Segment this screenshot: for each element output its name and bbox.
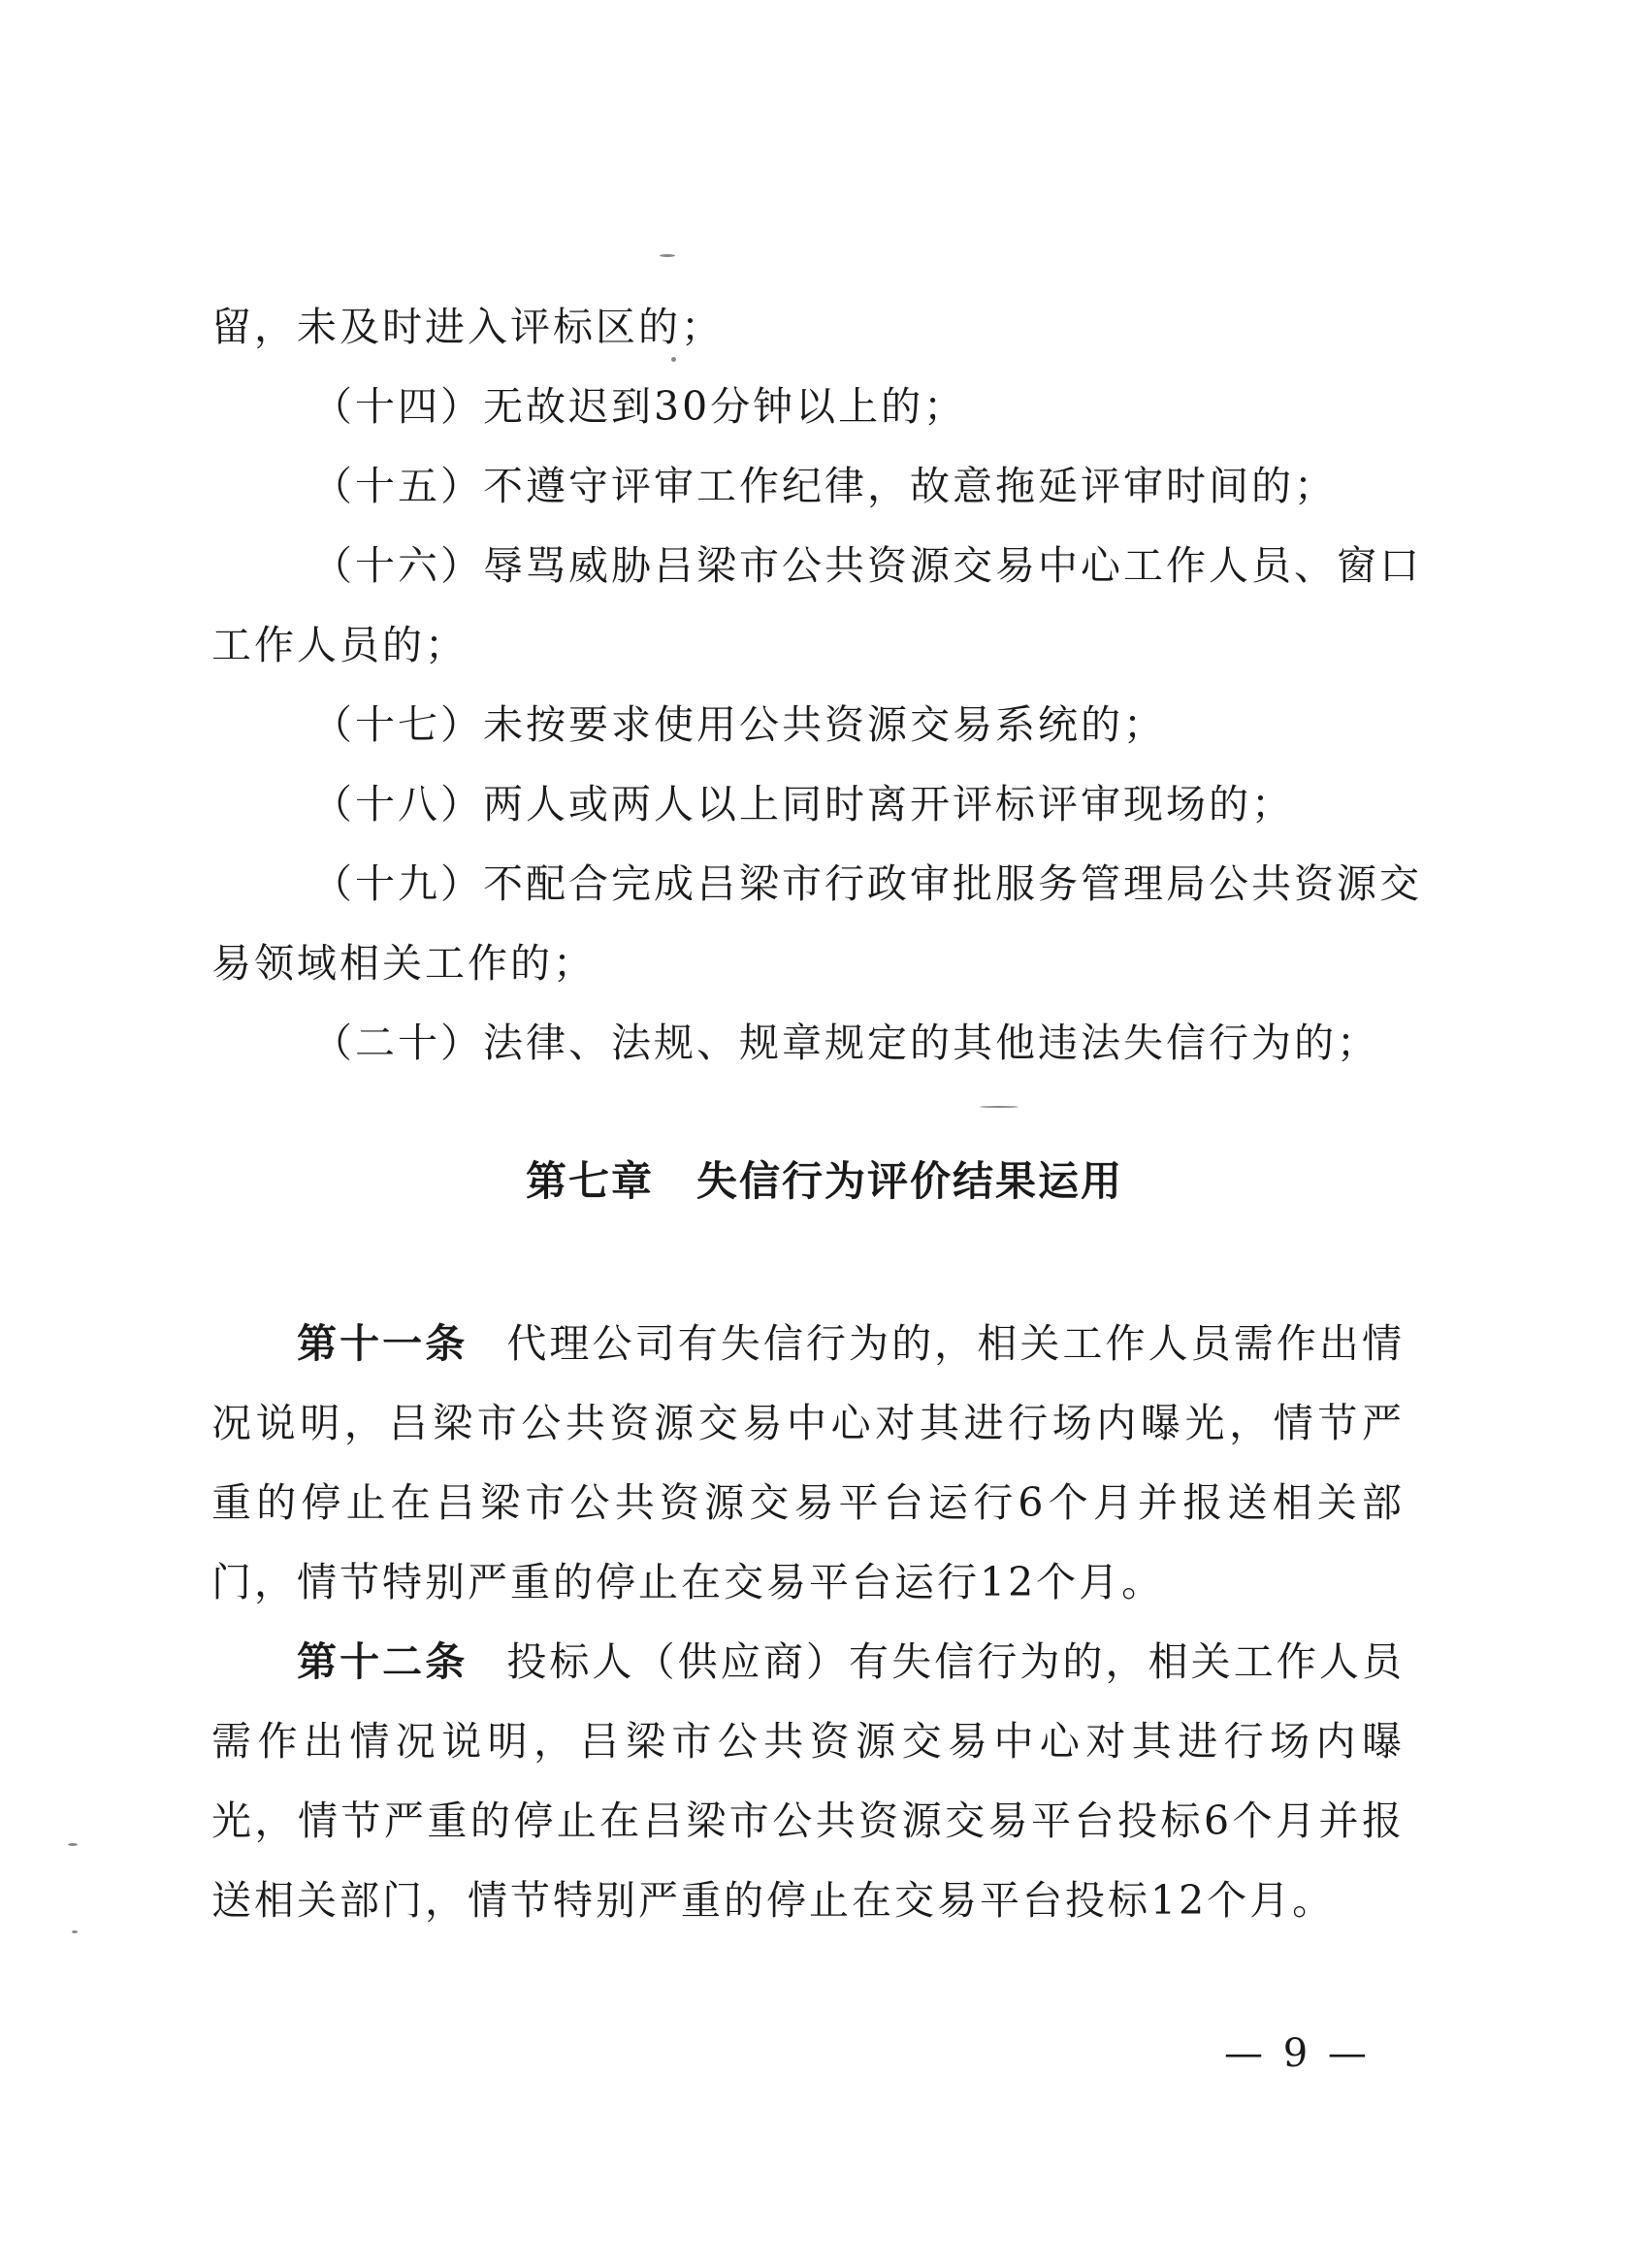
article-11 (211, 1304, 1405, 1622)
list-item-20: （二十）法律、法规、规章规定的其他违法失信行为的； (312, 1020, 1379, 1066)
list-item-15: （十五）不遵守评审工作纪律，故意拖延评审时间的； (312, 463, 1337, 509)
chapter-title: 失信行为评价结果运用 (696, 1157, 1124, 1205)
scan-speck (72, 1930, 78, 1933)
list-item-18: （十八）两人或两人以上同时离开评标评审现场的； (312, 781, 1294, 827)
chapter-heading (0, 1152, 1649, 1211)
page-number: — 9 — (1224, 2031, 1371, 2076)
list-item-19: （十九）不配合完成吕梁市行政审批服务管理局公共资源交 (312, 860, 1422, 907)
article-11-label: 第十一条 (297, 1320, 469, 1367)
scan-speck (660, 254, 675, 257)
list-item-16: （十六）辱骂威胁吕梁市公共资源交易中心工作人员、窗口 (312, 542, 1422, 589)
text-line-continuation: 留，未及时进入评标区的； (211, 304, 724, 350)
list-item-19-continuation: 易领域相关工作的； (211, 940, 596, 987)
article-12-text: 投标人（供应商）有失信行为的，相关工作人员需作出情况说明，吕梁市公共资源交易中心对其进行场内曝光，情节严重的停止在吕梁市公共资源交易平台投标6个月并报送相关部门，情节特别严重的停止在交易平台投标12个月。 (211, 1638, 1406, 1924)
chapter-number: 第七章 (525, 1157, 654, 1205)
article-11-text: 代理公司有失信行为的，相关工作人员需作出情况说明，吕梁市公共资源交易中心对其进行场内曝光，情节严重的停止在吕梁市公共资源交易平台运行6个月并报送相关部门，情节特别严重的停止在交易平台运行12个月。 (211, 1320, 1406, 1605)
scan-speck (671, 357, 676, 362)
list-item-14: （十四）无故迟到30分钟以上的； (312, 383, 967, 430)
scan-speck (68, 1843, 78, 1846)
scan-speck (980, 1106, 1018, 1108)
list-item-17: （十七）未按要求使用公共资源交易系统的； (312, 701, 1166, 748)
article-12 (211, 1622, 1405, 1940)
list-item-16-continuation: 工作人员的； (211, 622, 468, 668)
article-12-label: 第十二条 (297, 1638, 469, 1685)
